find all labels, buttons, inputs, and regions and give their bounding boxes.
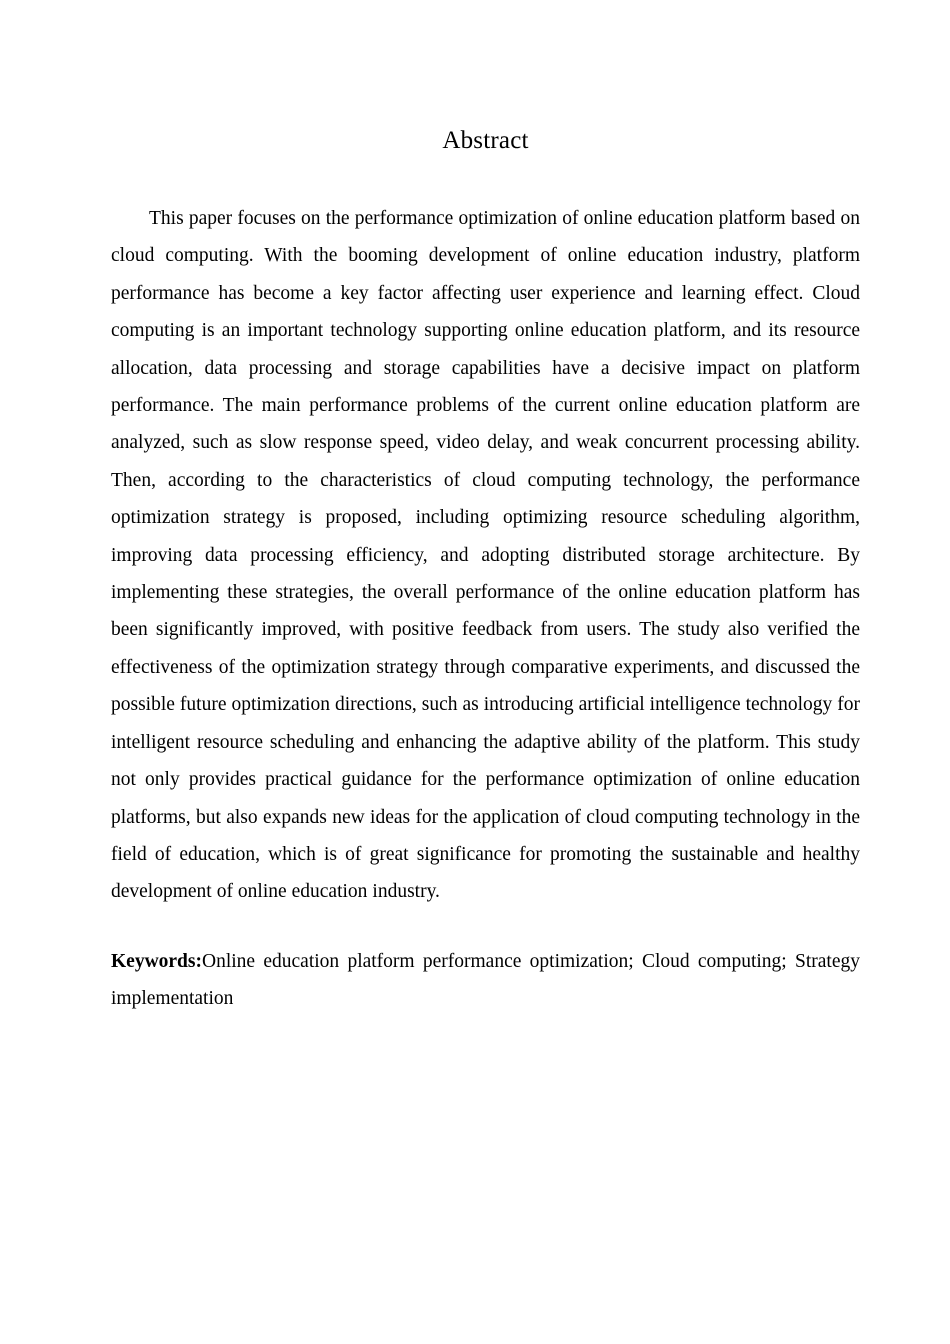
page-title: Abstract xyxy=(442,127,529,154)
keywords-section xyxy=(111,911,860,1018)
keywords-value: Online education platform performance optimization; Cloud computing; Strategy implementation xyxy=(111,950,860,1010)
abstract-paragraph: This paper focuses on the performance optimization of online education platform based on cloud computing. With the booming development of online education industry, platform performance has become a key factor affecting user experience and learning effect. Cloud computing is an important technology supporting online education platform, and its resource allocation, data processing and storage capabilities have a decisive impact on platform performance. The main performance problems of the current online education platform are analyzed, such as slow response speed, video delay, and weak concurrent processing ability. Then, according to the characteristics of cloud computing technology, the performance optimization strategy is proposed, including optimizing resource scheduling algorithm, improving data processing efficiency, and adopting distributed storage architecture. By implementing these strategies, the overall performance of the online education platform has been significantly improved, with positive feedback from users. The study also verified the effectiveness of the optimization strategy through comparative experiments, and discussed the possible future optimization directions, such as introducing artificial intelligence technology for intelligent resource scheduling and enhancing the adaptive ability of the platform. This study not only provides practical guidance for the performance optimization of online education platforms, but also expands new ideas for the application of cloud computing technology in the field of education, which is of great significance for promoting the sustainable and healthy development of online education industry. xyxy=(111,208,860,903)
page-content xyxy=(111,0,860,1018)
keywords-label: Keywords: xyxy=(111,950,202,972)
